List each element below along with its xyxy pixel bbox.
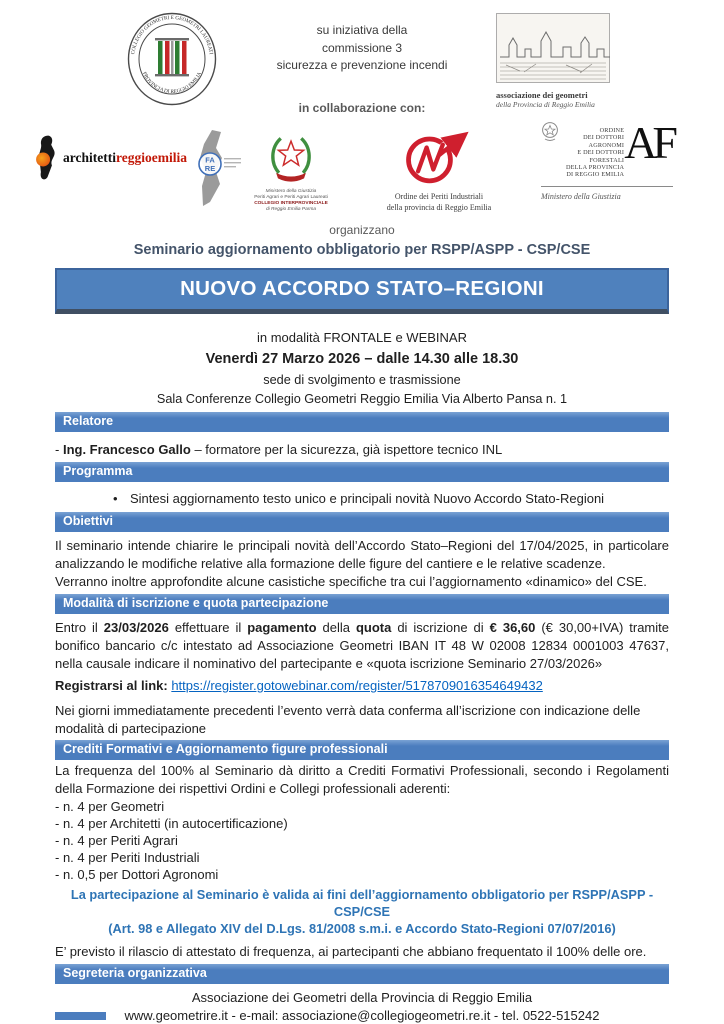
validity-note-2: (Art. 98 e Allegato XIV del D.Lgs. 81/2008 s.m.i. e Accordo Stato-Regioni 07/07/2016)	[108, 921, 616, 936]
fare-letters-top: FA	[205, 155, 215, 165]
periti-industriali-caption-line: della provincia di Reggio Emilia	[386, 202, 492, 212]
fare-map-icon	[190, 128, 248, 208]
ministry-caption: Ministero della Giustizia	[541, 191, 621, 201]
text-segment: (€ 30,00+IVA) tramite bonifico bancario c/c intestato ad Associazione Geometri IBAN IT 48 W 02008 12834 0001003 47637, nella causale indicare il nominativo del partecipante e «quota iscrizione Seminario 27/03/2026»	[55, 620, 669, 671]
periti-agrari-caption-line: COLLEGIO INTERPROVINCIALE	[254, 200, 328, 206]
objectives-text-2: Verranno inoltre approfondite alcune casistiche specifiche tra cui l’aggiornamento «dinamico» del CSE.	[55, 574, 647, 589]
speaker-prefix: -	[55, 442, 63, 457]
periti-agrari-caption-line: di Reggio Emilia Parma	[265, 206, 317, 212]
periti-industriali-mark-icon	[399, 130, 479, 186]
deadline-date: 23/03/2026	[103, 620, 169, 635]
objectives-text-1: Il seminario intende chiarire le principali novità dell’Accordo Stato–Regioni del 17/04/2025, in particolare analizzando le modifiche relative alla formazione delle figure del cantiere e le relative scadenze.	[55, 538, 669, 571]
quota-word: quota	[355, 620, 392, 635]
secretariat-contacts: www.geometrire.it - e-mail: associazione@collegiogeometri.re.it - tel. 0522-515242	[124, 1008, 600, 1023]
registration-line	[55, 677, 669, 695]
initiative-line: commissione 3	[321, 40, 403, 55]
fare-caption-lines	[224, 158, 241, 167]
fare-letters-bottom: RE	[204, 164, 216, 173]
associazione-geometri-logo	[496, 13, 612, 109]
initiative-line: sicurezza e prevenzione incendi	[276, 58, 448, 72]
text-segment: Entro il	[55, 620, 104, 635]
section-header-iscrizione: Modalità di iscrizione e quota partecipazione	[55, 594, 669, 614]
agronomi-title-lines	[561, 121, 624, 179]
credits-item: - n. 4 per Periti Industriali	[55, 850, 200, 865]
agronomi-title-line: ORDINE	[599, 127, 625, 134]
credits-item: - n. 0,5 per Dottori Agronomi	[55, 867, 219, 882]
agronomi-emblem-icon	[541, 121, 559, 145]
architetti-wordmark-black: architetti	[63, 150, 117, 165]
association-name: associazione dei geometri	[496, 90, 588, 100]
initiative-text	[182, 22, 542, 75]
text-segment: della	[316, 620, 356, 635]
agronomi-title-line: DELLA PROVINCIA	[566, 164, 625, 172]
objectives-paragraph	[55, 537, 669, 591]
architetti-blob-icon	[35, 126, 60, 190]
document-body	[0, 221, 724, 1024]
agronomi-title-line: DI REGGIO EMILIA	[566, 171, 625, 179]
certificate-note: E’ previsto il rilascio di attestato di frequenza, ai partecipanti che abbiano frequentato il 100% delle ore.	[55, 944, 647, 959]
speaker-line	[55, 441, 669, 459]
section-header-segreteria: Segreteria organizzativa	[55, 964, 669, 984]
periti-agrari-caption-line: Ministero della Giustizia	[265, 189, 317, 194]
fee-amount: € 36,60	[489, 620, 536, 635]
city-etching-image	[496, 13, 610, 83]
validity-note-1: La partecipazione al Seminario è valida ai fini dell’aggiornamento obbligatorio per RSPP/ASPP - CSP/CSE	[70, 887, 654, 919]
text-segment: effettuare il	[168, 620, 248, 635]
agronomi-forestali-logo	[541, 117, 673, 201]
periti-industriali-caption-line: Ordine dei Periti Industriali	[394, 192, 484, 201]
credits-item: - n. 4 per Periti Agrari	[55, 833, 178, 848]
fare-logo	[190, 128, 248, 208]
republic-emblem-icon	[263, 130, 319, 184]
speaker-name: Ing. Francesco Gallo	[62, 442, 191, 457]
text-segment: di iscrizione di	[391, 620, 490, 635]
section-header-programma: Programma	[55, 462, 669, 482]
confirmation-paragraph: Nei giorni immediatamente precedenti l’evento verrà data conferma all’iscrizione con indicazione delle modalità di partecipazione	[55, 703, 641, 736]
initiative-line: su iniziativa della	[316, 23, 408, 37]
credits-list	[55, 798, 669, 883]
periti-agrari-collegio-logo	[250, 130, 332, 213]
credits-item: - n. 4 per Architetti (in autocertificazione)	[55, 816, 288, 831]
main-banner: NUOVO ACCORDO STATO–REGIONI	[55, 268, 669, 314]
mode-line: in modalità FRONTALE e WEBINAR	[257, 330, 467, 345]
venue-label: sede di svolgimento e trasmissione	[263, 373, 461, 387]
enrollment-paragraph	[55, 619, 669, 673]
architetti-reggioemilia-logo	[35, 126, 187, 190]
registration-link[interactable]: https://register.gotowebinar.com/register/5178709016354649432	[171, 678, 543, 693]
speaker-role: – formatore per la sicurezza, già ispettore tecnico INL	[190, 442, 503, 457]
seal-top-text: COLLEGIO GEOMETRI E GEOMETRI LAUREATI	[130, 14, 214, 55]
agronomi-divider	[541, 186, 673, 187]
payment-word: pagamento	[247, 620, 317, 635]
section-header-crediti: Crediti Formativi e Aggiornamento figure professionali	[55, 740, 669, 760]
section-header-relatore: Relatore	[55, 412, 669, 432]
periti-agrari-caption-line: Periti Agrari e Periti Agrari Laureati	[254, 194, 328, 200]
af-monogram: AF	[624, 117, 673, 168]
agronomi-title-line: DEI DOTTORI AGRONOMI	[583, 134, 625, 149]
agronomi-title-line: E DEI DOTTORI FORESTALI	[577, 149, 625, 164]
seminar-title: Seminario aggiornamento obbligatorio per RSPP/ASPP - CSP/CSE	[133, 242, 591, 258]
seal-bottom-text: PROVINCIA DI REGGIO EMILIA	[140, 71, 204, 96]
next-page-bar-fragment	[55, 1012, 106, 1020]
venue-line: Sala Conferenze Collegio Geometri Reggio Emilia Via Alberto Pansa n. 1	[156, 392, 568, 406]
program-bullet-item: • Sintesi aggiornamento testo unico e principali novità Nuovo Accordo Stato-Regioni	[55, 490, 669, 508]
architetti-wordmark-red: reggioemilia	[116, 150, 187, 165]
association-subtitle: della Provincia di Reggio Emilia	[496, 100, 595, 109]
secretariat-name: Associazione dei Geometri della Provincia di Reggio Emilia	[191, 990, 533, 1005]
organized-by-label: organizzano	[329, 223, 395, 237]
header	[0, 0, 724, 218]
section-header-obiettivi: Obiettivi	[55, 512, 669, 532]
periti-industriali-logo	[381, 130, 497, 212]
credits-intro: La frequenza del 100% al Seminario dà diritto a Crediti Formativi Professionali, secondo i Regolamenti della Formazione dei rispettivi Ordini e Collegi professionali aderenti:	[55, 763, 669, 796]
credits-item: - n. 4 per Geometri	[55, 799, 165, 814]
date-time-line: Venerdì 27 Marzo 2026 – dalle 14.30 alle 18.30	[205, 351, 519, 367]
collaboration-label: in collaborazione con:	[298, 101, 426, 115]
registration-label: Registrarsi al link:	[55, 678, 172, 693]
